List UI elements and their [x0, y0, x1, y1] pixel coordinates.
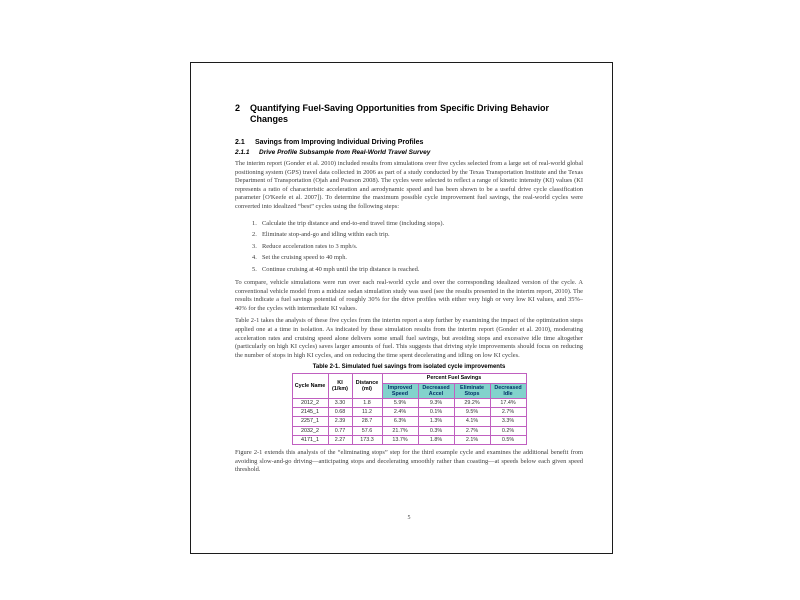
list-item-text: Calculate the trip distance and end-to-end travel time (including stops). — [262, 219, 445, 227]
list-item — [252, 252, 583, 264]
cell-improved-speed: 21.7% — [382, 426, 418, 435]
cell-decreased-idle: 3.3% — [490, 417, 526, 426]
paragraph-table-discussion: Table 2-1 takes the analysis of these five cycles from the interim report a step further by examining the impact of the optimization steps applied one at a time in isolation. As indicated by these simulation results from the interim report (Gonder et al. 2010), moderating acceleration rates and cruising speed alone delivers some small fuel savings, but avoiding stops and excessive idle time altogether (particularly on high KI cycles) saves larger amounts of fuel. This suggests that driving style improvements should focus on reducing the number of stops in high KI cycles, and on reducing the time spent decelerating and idling on low KI cycles. — [235, 317, 583, 359]
cell-decreased-accel: 0.3% — [418, 426, 454, 435]
subsubsection-title: Drive Profile Subsample from Real-World Travel Survey — [259, 149, 431, 156]
table-header-row — [292, 374, 526, 383]
idealized-cycle-steps-list — [252, 218, 583, 276]
subsubsection-heading — [235, 149, 583, 157]
cell-decreased-idle: 2.7% — [490, 408, 526, 417]
cell-decreased-accel: 1.8% — [418, 435, 454, 444]
list-item-text: Set the cruising speed to 40 mph. — [262, 254, 348, 262]
table-row — [292, 426, 526, 435]
section-number: 2 — [235, 103, 241, 113]
cell-distance: 173.3 — [352, 435, 382, 444]
page-content — [235, 103, 583, 521]
list-item-number: 5. — [252, 265, 257, 273]
page-number: 5 — [407, 514, 411, 521]
cell-decreased-idle: 0.5% — [490, 435, 526, 444]
list-item — [252, 241, 583, 253]
cell-cycle-name: 2257_1 — [292, 417, 328, 426]
cell-ki: 0.77 — [328, 426, 352, 435]
cell-improved-speed: 2.4% — [382, 408, 418, 417]
cell-distance: 1.8 — [352, 399, 382, 408]
col-header-decreased-idle: Decreased Idle — [490, 383, 526, 398]
list-item-text: Continue cruising at 40 mph until the trip distance is reached. — [262, 265, 420, 273]
cell-eliminate-stops: 29.2% — [454, 399, 490, 408]
cell-decreased-accel: 1.3% — [418, 417, 454, 426]
table-row — [292, 408, 526, 417]
cell-decreased-accel: 9.3% — [418, 399, 454, 408]
table-caption: Table 2-1. Simulated fuel savings from isolated cycle improvements — [312, 364, 506, 371]
subsection-heading — [235, 138, 583, 147]
cell-improved-speed: 6.3% — [382, 417, 418, 426]
table-row — [292, 399, 526, 408]
cell-eliminate-stops: 9.5% — [454, 408, 490, 417]
list-item-text: Eliminate stop-and-go and idling within each trip. — [262, 231, 390, 239]
col-header-decreased-accel: Decreased Accel — [418, 383, 454, 398]
cell-cycle-name: 2032_2 — [292, 426, 328, 435]
cell-decreased-accel: 0.1% — [418, 408, 454, 417]
cell-ki: 2.27 — [328, 435, 352, 444]
list-item-text: Reduce acceleration rates to 3 mph/s. — [262, 242, 358, 250]
cell-distance: 28.7 — [352, 417, 382, 426]
subsubsection-number: 2.1.1 — [235, 149, 250, 156]
list-item — [252, 218, 583, 230]
col-group-header-percent-fuel-savings: Percent Fuel Savings — [382, 374, 526, 383]
list-item — [252, 264, 583, 276]
cell-ki: 0.68 — [328, 408, 352, 417]
paragraph-figure-reference: Figure 2-1 extends this analysis of the “eliminating stops” step for the third example cycle and examines the additional benefit from avoiding slow-and-go driving—anticipating stops and decelerating smoothly rather than coasting—at speeds below each given speed threshold. — [235, 449, 583, 474]
subsection-title: Savings from Improving Individual Driving Profiles — [255, 139, 424, 146]
paragraph-intro: The interim report (Gonder et al. 2010) included results from simulations over five cycles selected from a large set of real-world global positioning system (GPS) travel data collected in 2006 as part of a study conducted by the Texas Transportation Institute and the Texas Department of Transportation (Ojah and Pearson 2008). The cycles were selected to reflect a range of kinetic intensity (KI) values (KI represents a ratio of characteristic acceleration and aerodynamic speed and has been shown to be a useful drive cycle classification parameter [O'Keefe et al. 2007]). To determine the maximum possible cycle improvement fuel savings, the real-world cycles were converted into idealized “best” cycles using the following steps: — [235, 160, 583, 210]
col-header-distance: Distance (mi) — [352, 374, 382, 399]
cell-distance: 11.2 — [352, 408, 382, 417]
report-page — [190, 62, 613, 554]
table-row — [292, 417, 526, 426]
col-header-eliminate-stops: Eliminate Stops — [454, 383, 490, 398]
fuel-savings-table — [292, 373, 527, 445]
cell-eliminate-stops: 2.1% — [454, 435, 490, 444]
cell-cycle-name: 4171_1 — [292, 435, 328, 444]
table-row — [292, 435, 526, 444]
subsection-number: 2.1 — [235, 139, 245, 146]
list-item — [252, 229, 583, 241]
section-heading — [235, 103, 583, 125]
cell-ki: 2.39 — [328, 417, 352, 426]
cell-cycle-name: 2145_1 — [292, 408, 328, 417]
cell-eliminate-stops: 2.7% — [454, 426, 490, 435]
cell-ki: 3.30 — [328, 399, 352, 408]
cell-improved-speed: 5.9% — [382, 399, 418, 408]
list-item-number: 2. — [252, 231, 257, 239]
col-header-cycle-name: Cycle Name — [292, 374, 328, 399]
cell-cycle-name: 2012_2 — [292, 399, 328, 408]
col-header-improved-speed: Improved Speed — [382, 383, 418, 398]
paragraph-comparison: To compare, vehicle simulations were run over each real-world cycle and over the corresponding idealized version of the cycle. A conventional vehicle model from a midsize sedan simulation study was used (see the results presented in the interim report, 2010). The results indicate a fuel savings potential of roughly 30% for the drive profiles with either very high or very low KI values, and 35%–40% for the cycles with intermediate KI values. — [235, 279, 583, 312]
cell-decreased-idle: 17.4% — [490, 399, 526, 408]
cell-decreased-idle: 0.2% — [490, 426, 526, 435]
col-header-ki: KI (1/km) — [328, 374, 352, 399]
cell-improved-speed: 13.7% — [382, 435, 418, 444]
list-item-number: 1. — [252, 219, 257, 227]
cell-distance: 57.6 — [352, 426, 382, 435]
cell-eliminate-stops: 4.1% — [454, 417, 490, 426]
list-item-number: 3. — [252, 242, 257, 250]
section-title: Quantifying Fuel-Saving Opportunities from Specific Driving Behavior Changes — [250, 103, 550, 124]
list-item-number: 4. — [252, 254, 257, 262]
